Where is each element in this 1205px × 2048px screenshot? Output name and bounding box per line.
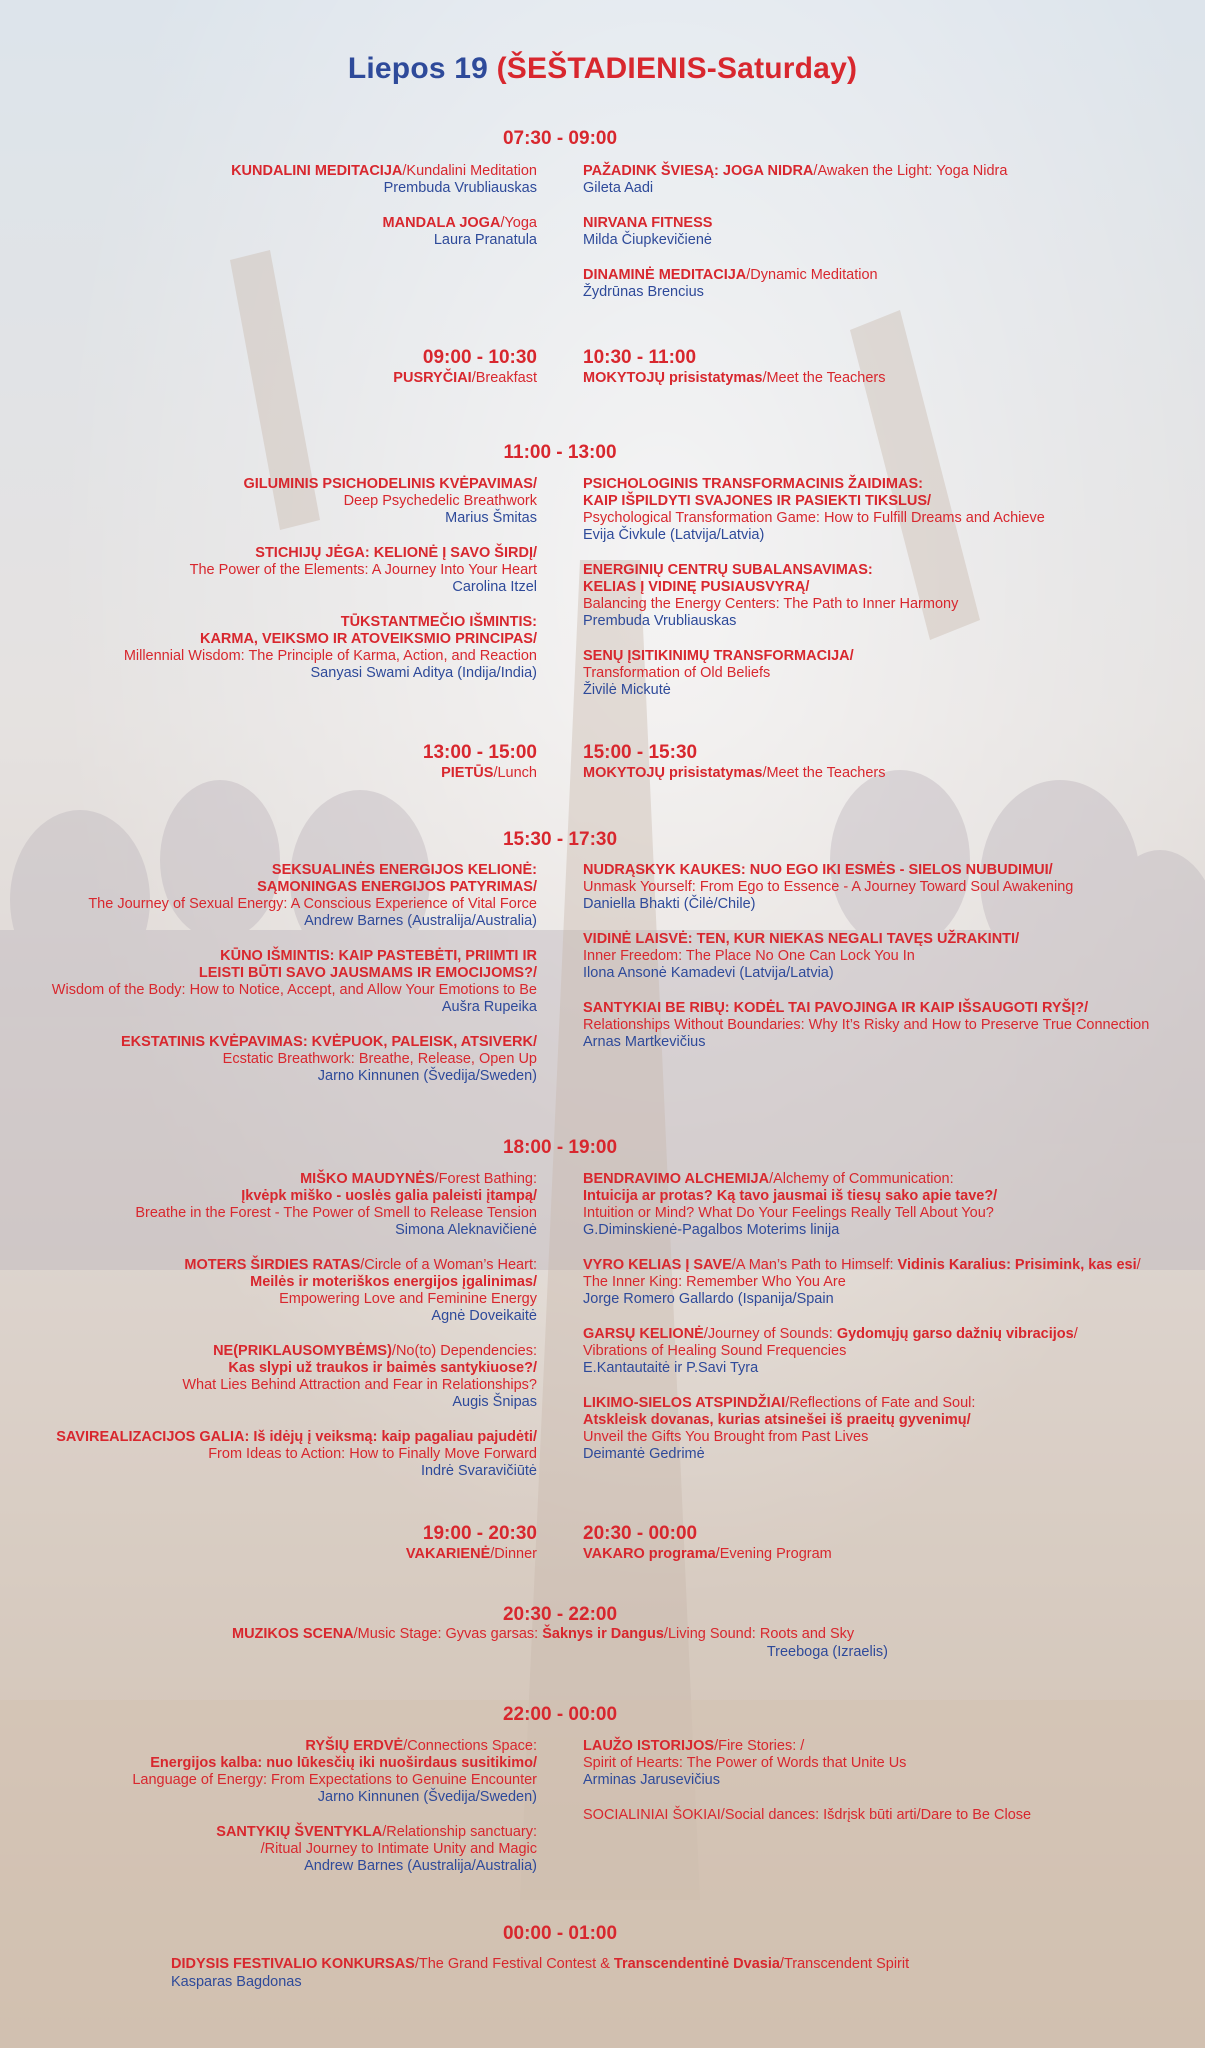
event-item — [52, 1034, 537, 1085]
event-item — [124, 476, 537, 527]
time-0000: 00:00 - 01:00 — [502, 1923, 618, 1944]
event-topic: Atskleisk dovanas, kurias atsinešei iš praeitų gyvenimų/ — [583, 1412, 971, 1428]
event-item — [583, 267, 1007, 301]
event-title: RYŠIŲ ERDVĖ — [305, 1738, 404, 1754]
event-title: MIŠKO MAUDYNĖS — [300, 1171, 435, 1187]
event-subtitle: Wisdom of the Body: How to Notice, Accept, and Allow Your Emotions to Be — [51, 982, 537, 998]
event-title-cont: SĄMONINGAS ENERGIJOS PATYRIMAS/ — [257, 879, 537, 895]
event-teacher: Sanyasi Swami Aditya (Indija/India) — [310, 665, 537, 681]
event-subtitle: Breathe in the Forest - The Power of Smell to Release Tension — [135, 1205, 537, 1221]
time-0730: 07:30 - 09:00 — [502, 128, 618, 149]
event-teacher: Evija Čivkule (Latvija/Latvia) — [583, 527, 765, 543]
session-0730-left — [231, 163, 537, 267]
event-title-en: /Journey of Sounds: — [703, 1326, 837, 1342]
event-title: MANDALA JOGA — [382, 215, 501, 231]
event-title-en: /Relationship sanctuary: — [382, 1824, 537, 1840]
event-title: SOCIALINIAI ŠOKIAI/Social dances: Išdrįsk būti arti/Dare to Be Close — [583, 1807, 1032, 1823]
event-item — [583, 1171, 1141, 1239]
event-topic: Įkvėpk miško - uoslės galia paleisti įtampą/ — [241, 1188, 537, 1204]
event-teacher: Aušra Rupeika — [441, 999, 537, 1015]
music-title-en: /Music Stage: Gyvas garsas: — [353, 1626, 543, 1642]
event-subtitle: Unmask Yourself: From Ego to Essence - A Journey Toward Soul Awakening — [583, 879, 1074, 895]
event-teacher: Prembuda Vrubliauskas — [383, 180, 537, 196]
event-subtitle: Vibrations of Healing Sound Frequencies — [583, 1343, 847, 1359]
event-subtitle: The Journey of Sexual Energy: A Conscious Experience of Vital Force — [88, 896, 537, 912]
event-topic-slash: / — [1073, 1326, 1078, 1342]
event-subtitle: Unveil the Gifts You Brought from Past Lives — [583, 1429, 869, 1445]
event-item — [583, 476, 1045, 544]
event-title: VIDINĖ LAISVĖ: TEN, KUR NIEKAS NEGALI TAVĘS UŽRAKINTI/ — [583, 931, 1020, 947]
event-title-en: /Connections Space: — [403, 1738, 537, 1754]
event-subtitle: Ecstatic Breathwork: Breathe, Release, Open Up — [222, 1051, 537, 1067]
event-topic: Intuicija ar protas? Ką tavo jausmai iš tiesų sako apie tave?/ — [583, 1188, 998, 1204]
intro-subtitle: /Meet the Teachers — [762, 765, 886, 781]
event-item — [583, 1395, 1141, 1463]
program-title: VAKARO programa — [583, 1546, 716, 1562]
event-subtitle: What Lies Behind Attraction and Fear in Relationships? — [182, 1377, 537, 1393]
event-title-en: /A Man’s Path to Himself: — [731, 1257, 898, 1273]
event-teacher: Augis Šnipas — [452, 1394, 537, 1410]
event-title-cont: KELIAS Į VIDINĘ PUSIAUSVYRĄ/ — [583, 579, 810, 595]
event-item — [583, 1807, 1031, 1824]
event-item — [231, 215, 537, 249]
time-1300: 13:00 - 15:00 — [422, 742, 537, 763]
session-1530-right — [583, 862, 1149, 1069]
event-subtitle: Transformation of Old Beliefs — [583, 665, 771, 681]
contest-host: Kasparas Bagdonas — [171, 1974, 302, 1990]
time-2200: 22:00 - 00:00 — [502, 1704, 618, 1725]
event-teacher: Daniella Bhakti (Čilė/Chile) — [583, 896, 756, 912]
event-subtitle: The Power of the Elements: A Journey Into Your Heart — [189, 562, 537, 578]
teachers-intro-label — [583, 370, 886, 387]
evening-program-label — [583, 1546, 832, 1563]
event-teacher: Indrė Svaravičiūtė — [420, 1463, 537, 1479]
event-subtitle: The Inner King: Remember Who You Are — [583, 1274, 846, 1290]
event-subtitle: Relationships Without Boundaries: Why It’s Risky and How to Preserve True Connection — [583, 1017, 1150, 1033]
event-title: MOTERS ŠIRDIES RATAS — [184, 1257, 361, 1273]
event-title: NUDRĄSKYK KAUKES: NUO EGO IKI ESMĖS - SIELOS NUBUDIMUI/ — [583, 862, 1053, 878]
event-topic: Meilės ir moteriškos energijos įgalinimas/ — [250, 1274, 537, 1290]
event-title-cont: KARMA, VEIKSMO IR ATOVEIKSMIO PRINCIPAS/ — [199, 631, 537, 647]
music-title: MUZIKOS SCENA — [232, 1626, 354, 1642]
event-item — [52, 948, 537, 1016]
lunch-label — [441, 765, 537, 782]
program-subtitle: /Evening Program — [715, 1546, 832, 1562]
event-subtitle: /Awaken the Light: Yoga Nidra — [813, 163, 1008, 179]
event-teacher: Andrew Barnes (Australija/Australia) — [304, 913, 537, 929]
session-1800-left — [56, 1171, 537, 1498]
time-2030-2200: 20:30 - 22:00 — [502, 1604, 618, 1625]
event-teacher: Ilona Ansonė Kamadevi (Latvija/Latvia) — [583, 965, 834, 981]
event-title: NIRVANA FITNESS — [583, 215, 713, 231]
event-item — [56, 1257, 537, 1325]
session-1100-left — [124, 476, 537, 700]
meal-title: PUSRYČIAI — [393, 370, 472, 386]
event-subtitle: /Ritual Journey to Intimate Unity and Magic — [260, 1841, 537, 1857]
event-title: SEKSUALINĖS ENERGIJOS KELIONĖ: — [271, 862, 537, 878]
event-title-en: /Forest Bathing: — [434, 1171, 537, 1187]
event-title-en: /Reflections of Fate and Soul: — [785, 1395, 976, 1411]
event-title-en: /No(to) Dependencies: — [391, 1343, 537, 1359]
teachers-intro-label — [583, 765, 886, 782]
session-1100-right — [583, 476, 1045, 717]
event-subtitle: /Yoga — [500, 215, 537, 231]
title-date: Liepos 19 — [347, 52, 489, 85]
event-title: PAŽADINK ŠVIESĄ: JOGA NIDRA — [583, 163, 814, 179]
event-teacher: Marius Šmitas — [445, 510, 537, 526]
event-title-en: /Fire Stories: / — [714, 1738, 805, 1754]
contest-line — [171, 1956, 909, 1973]
event-title: PSICHOLOGINIS TRANSFORMACINIS ŽAIDIMAS: — [583, 476, 923, 492]
event-title: GILUMINIS PSICHODELINIS KVĖPAVIMAS/ — [243, 476, 537, 492]
event-title: LAUŽO ISTORIJOS — [583, 1738, 715, 1754]
event-teacher: Prembuda Vrubliauskas — [583, 613, 737, 629]
session-2200-right — [583, 1738, 1031, 1842]
event-teacher: Milda Čiupkevičienė — [583, 232, 712, 248]
event-title: EKSTATINIS KVĖPAVIMAS: KVĖPUOK, PALEISK, ATSIVERK/ — [121, 1034, 537, 1050]
event-subtitle: From Ideas to Action: How to Finally Move Forward — [208, 1446, 537, 1462]
event-topic: Kas slypi už traukos ir baimės santykiuose?/ — [228, 1360, 537, 1376]
event-item — [583, 862, 1149, 913]
event-subtitle: Deep Psychedelic Breathwork — [343, 493, 537, 509]
intro-title: MOKYTOJŲ prisistatymas — [583, 765, 763, 781]
event-teacher: Jarno Kinnunen (Švedija/Sweden) — [317, 1789, 537, 1805]
event-title: SENŲ ĮSITIKINIMŲ TRANSFORMACIJA/ — [583, 648, 854, 664]
event-title: KŪNO IŠMINTIS: KAIP PASTEBĖTI, PRIIMTI IR — [220, 948, 537, 964]
event-title: NE(PRIKLAUSOMYBĖMS) — [213, 1343, 392, 1359]
event-item — [583, 1738, 1031, 1789]
time-0900: 09:00 - 10:30 — [422, 347, 537, 368]
event-title: GARSŲ KELIONĖ — [583, 1326, 704, 1342]
intro-title: MOKYTOJŲ prisistatymas — [583, 370, 763, 386]
session-1530-left — [52, 862, 537, 1103]
music-topic-en: /Living Sound: Roots and Sky — [663, 1626, 855, 1642]
event-teacher: Gileta Aadi — [583, 180, 654, 196]
event-title-cont: KAIP IŠPILDYTI SVAJONES IR PASIEKTI TIKSLUS/ — [583, 493, 932, 509]
meal-title: VAKARIENĖ — [405, 1546, 491, 1562]
event-teacher: Arminas Jarusevičius — [583, 1772, 720, 1788]
event-teacher: E.Kantautaitė ir P.Savi Tyra — [583, 1360, 759, 1376]
event-item — [583, 1000, 1149, 1051]
event-subtitle: Balancing the Energy Centers: The Path to Inner Harmony — [583, 596, 959, 612]
time-2030: 20:30 - 00:00 — [583, 1523, 698, 1544]
dinner-label — [406, 1546, 537, 1563]
event-subtitle: Spirit of Hearts: The Power of Words that Unite Us — [583, 1755, 907, 1771]
event-subtitle: Intuition or Mind? What Do Your Feelings Really Tell About You? — [583, 1205, 994, 1221]
event-subtitle: Empowering Love and Feminine Energy — [279, 1291, 537, 1307]
event-teacher: Jarno Kinnunen (Švedija/Sweden) — [317, 1068, 537, 1084]
event-title-en: /Alchemy of Communication: — [769, 1171, 954, 1187]
page-title — [0, 52, 1205, 86]
event-title-en: /Circle of a Woman’s Heart: — [360, 1257, 537, 1273]
event-teacher: Arnas Martkevičius — [583, 1034, 706, 1050]
time-1030: 10:30 - 11:00 — [583, 347, 697, 368]
event-subtitle: Language of Energy: From Expectations to Genuine Encounter — [132, 1772, 537, 1788]
event-title: LIKIMO-SIELOS ATSPINDŽIAI — [583, 1395, 786, 1411]
event-topic: Vidinis Karalius: Prisimink, kas esi — [897, 1257, 1137, 1273]
event-item — [583, 562, 1045, 630]
event-teacher: Laura Pranatula — [433, 232, 537, 248]
event-item — [583, 931, 1149, 982]
session-1800-right — [583, 1171, 1141, 1481]
event-title: DINAMINĖ MEDITACIJA — [583, 267, 747, 283]
event-item — [52, 862, 537, 930]
event-subtitle: Inner Freedom: The Place No One Can Lock You In — [583, 948, 915, 964]
meal-subtitle: /Breakfast — [471, 370, 537, 386]
contest-topic: Transcendentinė Dvasia — [613, 1956, 780, 1972]
contest-title: DIDYSIS FESTIVALIO KONKURSAS — [171, 1956, 415, 1972]
event-item — [56, 1429, 537, 1480]
event-item — [583, 163, 1007, 197]
event-item — [583, 1326, 1141, 1377]
event-title: STICHIJŲ JĖGA: KELIONĖ Į SAVO ŠIRDĮ/ — [255, 545, 537, 561]
event-topic-slash: / — [1136, 1257, 1141, 1273]
event-teacher: G.Diminskienė-Pagalbos Moterims linija — [583, 1222, 840, 1238]
event-teacher: Andrew Barnes (Australija/Australia) — [304, 1858, 537, 1874]
event-topic: Gydomųjų garso dažnių vibracijos — [836, 1326, 1074, 1342]
event-teacher: Jorge Romero Gallardo (Ispanija/Spain — [583, 1291, 834, 1307]
event-teacher: Živilė Mickutė — [583, 682, 671, 698]
event-teacher: Agnė Doveikaitė — [431, 1308, 537, 1324]
event-title: TŪKSTANTMEČIO IŠMINTIS: — [340, 614, 537, 630]
event-title: SANTYKIŲ ŠVENTYKLA — [216, 1824, 383, 1840]
session-2200-left — [132, 1738, 537, 1893]
time-1100: 11:00 - 13:00 — [503, 442, 617, 463]
event-item — [231, 163, 537, 197]
contest-topic-en: /Transcendent Spirit — [779, 1956, 910, 1972]
event-item — [132, 1824, 537, 1875]
event-item — [56, 1343, 537, 1411]
contest-title-en: /The Grand Festival Contest & — [414, 1956, 614, 1972]
time-1500: 15:00 - 15:30 — [583, 742, 698, 763]
event-teacher: Žydrūnas Brencius — [583, 284, 704, 300]
meal-subtitle: /Lunch — [493, 765, 537, 781]
event-title: ENERGINIŲ CENTRŲ SUBALANSAVIMAS: — [583, 562, 873, 578]
event-subtitle: /Dynamic Meditation — [746, 267, 878, 283]
title-day: (ŠEŠTADIENIS-Saturday) — [496, 52, 858, 85]
event-item — [124, 545, 537, 596]
meal-title: PIETŪS — [441, 765, 494, 781]
session-0730-right — [583, 163, 1007, 319]
event-title: BENDRAVIMO ALCHEMIJA — [583, 1171, 770, 1187]
meal-subtitle: /Dinner — [490, 1546, 537, 1562]
event-item — [583, 1257, 1141, 1308]
music-topic: Šaknys ir Dangus — [542, 1626, 664, 1642]
time-1530: 15:30 - 17:30 — [502, 829, 618, 850]
event-item — [124, 614, 537, 682]
event-title: VYRO KELIAS Į SAVE — [583, 1257, 732, 1273]
event-subtitle: Psychological Transformation Game: How to Fulfill Dreams and Achieve — [583, 510, 1045, 526]
event-teacher: Carolina Itzel — [452, 579, 537, 595]
event-item — [132, 1738, 537, 1806]
event-teacher: Deimantė Gedrimė — [583, 1446, 705, 1462]
intro-subtitle: /Meet the Teachers — [762, 370, 886, 386]
music-artist: Treeboga (Izraelis) — [766, 1644, 888, 1660]
event-subtitle: Millennial Wisdom: The Principle of Karma, Action, and Reaction — [123, 648, 537, 664]
event-title-cont: LEISTI BŪTI SAVO JAUSMAMS IR EMOCIJOMS?/ — [198, 965, 537, 981]
event-item — [583, 648, 1045, 699]
event-item — [56, 1171, 537, 1239]
event-title: SANTYKIAI BE RIBŲ: KODĖL TAI PAVOJINGA IR KAIP IŠSAUGOTI RYŠĮ?/ — [583, 1000, 1089, 1016]
event-item — [583, 215, 1007, 249]
time-1800: 18:00 - 19:00 — [502, 1137, 618, 1158]
music-stage-line — [232, 1626, 854, 1643]
breakfast-label — [393, 370, 537, 387]
event-teacher: Simona Aleknavičienė — [395, 1222, 537, 1238]
event-topic: Energijos kalba: nuo lūkesčių iki nuoširdaus susitikimo/ — [150, 1755, 537, 1771]
event-title: KUNDALINI MEDITACIJA — [231, 163, 403, 179]
time-1900: 19:00 - 20:30 — [422, 1523, 537, 1544]
event-subtitle: /Kundalini Meditation — [402, 163, 537, 179]
event-title: SAVIREALIZACIJOS GALIA: Iš idėjų į veiksmą: kaip pagaliau pajudėti/ — [56, 1429, 537, 1445]
